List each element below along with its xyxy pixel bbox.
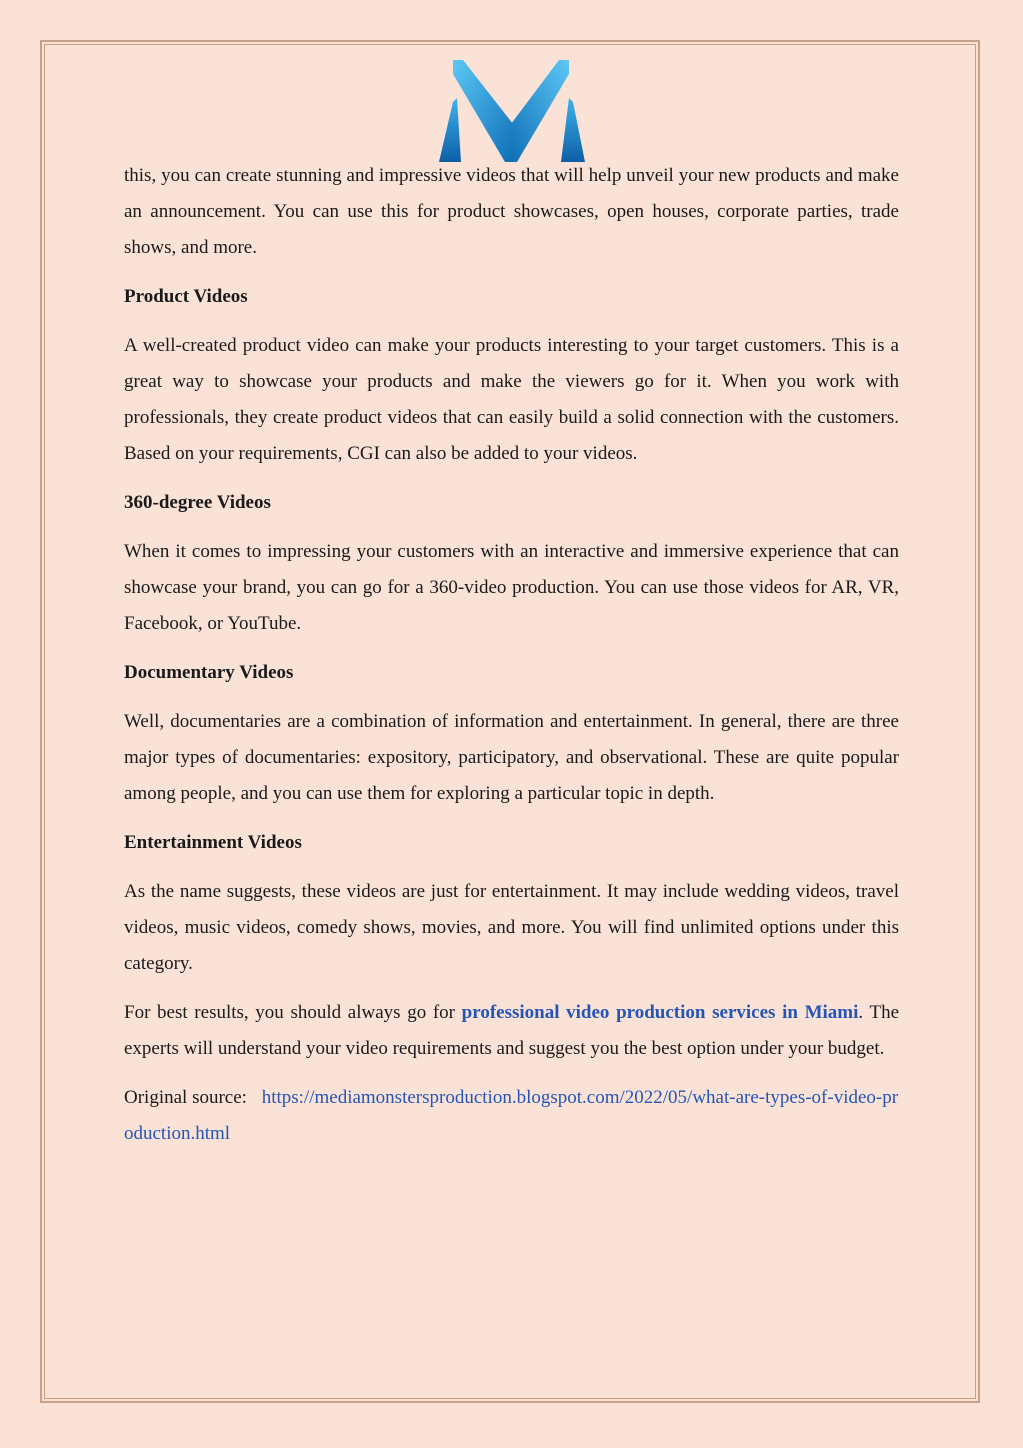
360-degree-videos-paragraph: When it comes to impressing your customers with an interactive and immersive experience that can showcase your brand, you can go for a 360-video production. You can use those videos for AR, VR, Facebook, or YouTube. bbox=[124, 541, 899, 634]
closing-text-after: . The experts will understand your video requirements and suggest you the best option under your budget. bbox=[124, 1002, 900, 1059]
heading-entertainment-videos: Entertainment Videos bbox=[124, 832, 302, 853]
closing-paragraph bbox=[124, 995, 899, 1067]
source-url-link[interactable]: https://mediamonstersproduction.blogspot.com/2022/05/what-are-types-of-video-production.html bbox=[124, 1087, 899, 1144]
source-label: Original source: bbox=[124, 1087, 247, 1108]
product-videos-paragraph: A well-created product video can make your products interesting to your target customers. This is a great way to showcase your products and make the viewers go for it. When you work with professionals, they create product videos that can easily build a solid connection with the customers. Based on your requirements, CGI can also be added to your videos. bbox=[124, 335, 899, 464]
m-logo-icon bbox=[435, 58, 587, 164]
documentary-videos-paragraph: Well, documentaries are a combination of information and entertainment. In general, there are three major types of documentaries: expository, participatory, and observational. These are quite popular among people, and you can use them for exploring a particular topic in depth. bbox=[124, 711, 899, 804]
source-paragraph bbox=[124, 1080, 899, 1152]
heading-documentary-videos: Documentary Videos bbox=[124, 662, 294, 683]
entertainment-videos-paragraph: As the name suggests, these videos are just for entertainment. It may include wedding videos, travel videos, music videos, comedy shows, movies, and more. You will find unlimited options under this category. bbox=[124, 881, 899, 974]
heading-360-degree-videos: 360-degree Videos bbox=[124, 492, 271, 513]
heading-product-videos: Product Videos bbox=[124, 286, 248, 307]
services-link[interactable]: professional video production services in Miami bbox=[461, 1002, 859, 1023]
intro-paragraph: this, you can create stunning and impressive videos that will help unveil your new products and make an announcement. You can use this for product showcases, open houses, corporate parties, trade shows, and more. bbox=[124, 165, 899, 258]
article-body bbox=[124, 158, 899, 1165]
closing-text-before: For best results, you should always go for bbox=[124, 1002, 462, 1023]
